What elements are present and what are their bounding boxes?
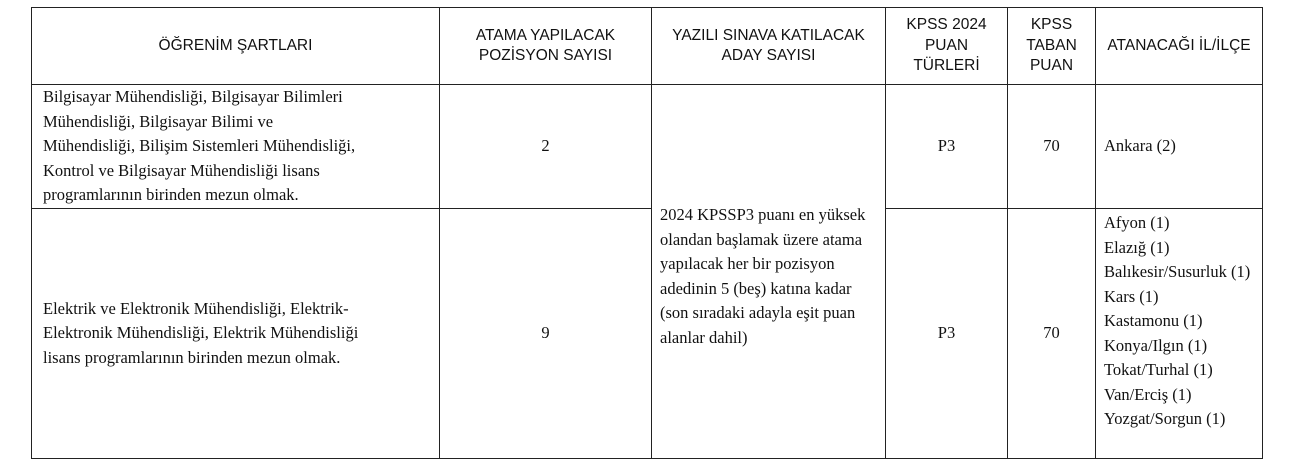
min-score: 70 <box>1008 209 1096 459</box>
location-item: Ankara (2) <box>1104 136 1176 156</box>
candidate-rule: 2024 KPSSP3 puanı en yüksek olandan başlamak üzere atama yapılacak her bir pozisyon adedinin 5 (beş) katına kadar (son sıradaki adayla eşit puan alanlar dahil) <box>652 85 886 459</box>
position-count: 9 <box>440 209 652 459</box>
header-min-score: KPSS TABAN PUAN <box>1008 8 1096 85</box>
location-list <box>1096 209 1263 459</box>
location-item: Elazığ (1) <box>1104 237 1170 257</box>
table-row <box>32 209 1263 459</box>
score-type: P3 <box>886 209 1008 459</box>
education-line: lisans programlarının birinden mezun olmak. <box>43 347 341 367</box>
education-line: Kontrol ve Bilgisayar Mühendisliği lisans <box>43 160 320 180</box>
education-line: Mühendisliği, Bilişim Sistemleri Mühendisliği, <box>43 136 356 156</box>
location-item: Yozgat/Sorgun (1) <box>1104 409 1226 428</box>
header-score-types: KPSS 2024 PUAN TÜRLERİ <box>886 8 1008 85</box>
location-list <box>1096 85 1263 209</box>
education-line: Bilgisayar Mühendisliği, Bilgisayar Bilimleri <box>43 87 343 107</box>
header-education: ÖĞRENİM ŞARTLARI <box>32 8 440 85</box>
table-row <box>32 85 1263 209</box>
min-score: 70 <box>1008 85 1096 209</box>
header-positions: ATAMA YAPILACAK POZİSYON SAYISI <box>440 8 652 85</box>
education-requirement <box>32 85 440 209</box>
location-item: Afyon (1) <box>1104 213 1170 232</box>
position-count: 2 <box>440 85 652 209</box>
education-line: Elektronik Mühendisliği, Elektrik Mühendisliği <box>43 323 359 343</box>
education-line: Mühendisliği, Bilgisayar Bilimi ve <box>43 111 274 131</box>
location-item: Van/Erciş (1) <box>1104 384 1192 404</box>
location-item: Kastamonu (1) <box>1104 311 1203 330</box>
education-line: Elektrik ve Elektronik Mühendisliği, Elektrik- <box>43 298 349 318</box>
positions-table <box>31 7 1263 459</box>
location-item: Tokat/Turhal (1) <box>1104 360 1213 379</box>
education-requirement <box>32 209 440 459</box>
location-item: Kars (1) <box>1104 286 1159 306</box>
header-location: ATANACAĞI İL/İLÇE <box>1096 8 1263 85</box>
location-item: Balıkesir/Susurluk (1) <box>1104 262 1251 281</box>
score-type: P3 <box>886 85 1008 209</box>
location-item: Konya/Ilgın (1) <box>1104 335 1208 355</box>
header-candidates: YAZILI SINAVA KATILACAK ADAY SAYISI <box>652 8 886 85</box>
header-row <box>32 8 1263 85</box>
education-line: programlarının birinden mezun olmak. <box>43 185 299 205</box>
